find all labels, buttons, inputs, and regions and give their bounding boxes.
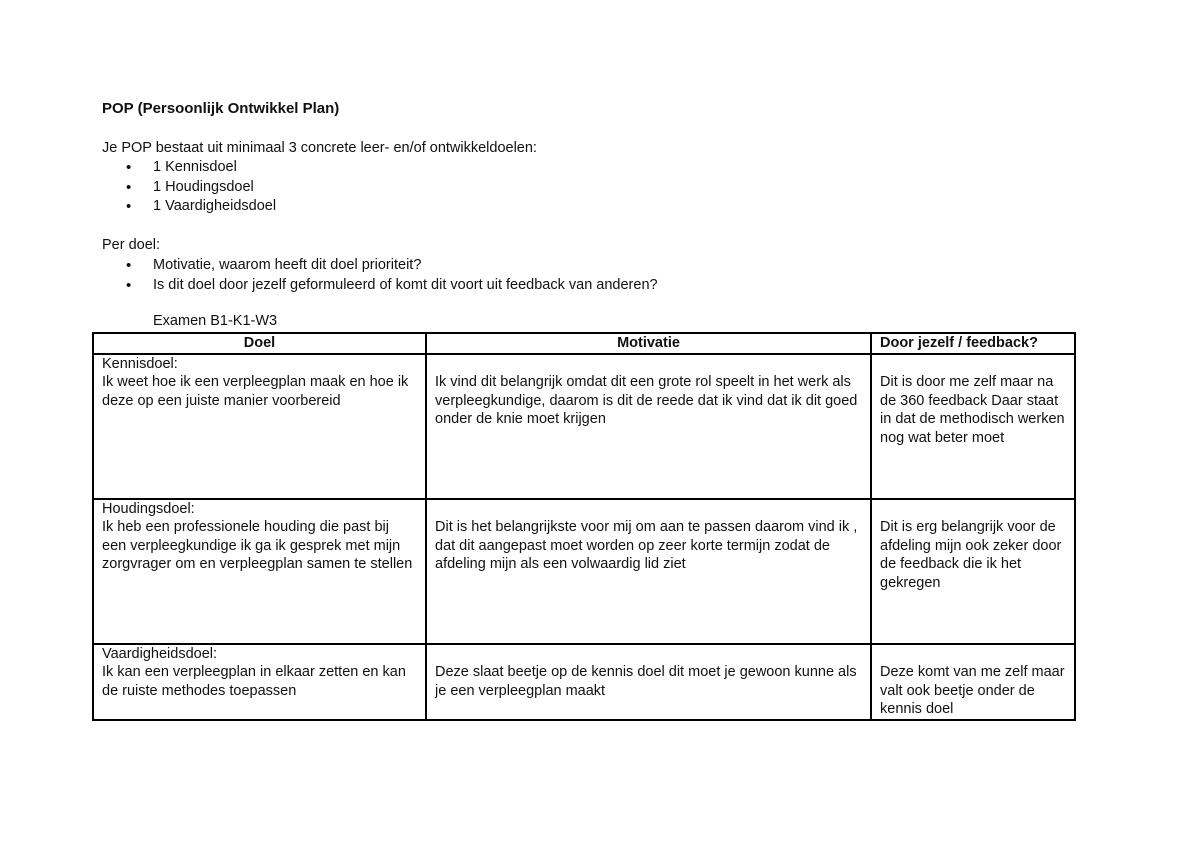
motivatie-text: Deze slaat beetje op de kennis doel dit moet je gewoon kunne als je een verpleegplan maakt xyxy=(435,664,857,699)
motivatie-text: Ik vind dit belangrijk omdat dit een grote rol speelt in het werk als verpleegkundige, daarom is dit de reede dat ik vind dat ik dit goed onder de knie moet krijgen xyxy=(435,374,858,427)
feedback-text: Deze komt van me zelf maar valt ook beetje onder de kennis doel xyxy=(880,664,1065,717)
header-feedback: Door jezelf / feedback? xyxy=(871,333,1075,354)
list-item: • 1 Houdingsdoel xyxy=(102,178,276,198)
list-item: • 1 Vaardigheidsdoel xyxy=(102,197,276,217)
goal-type: Vaardigheidsdoel: xyxy=(102,645,218,662)
motivatie-cell xyxy=(426,354,871,499)
motivatie-cell xyxy=(426,644,871,720)
header-motivatie: Motivatie xyxy=(426,333,871,354)
goal-text: Ik weet hoe ik een verpleegplan maak en hoe ik deze op een juiste manier voorbereid xyxy=(102,374,409,409)
goal-text: Ik heb een professionele houding die past bij een verpleegkundige ik ga ik gesprek met mijn zorgvrager om en verpleegplan samen te stellen xyxy=(102,519,413,572)
table-header-row xyxy=(93,333,1075,354)
goal-text: Ik kan een verpleegplan in elkaar zetten en kan de ruiste methodes toepassen xyxy=(102,664,406,699)
goals-list xyxy=(102,158,276,217)
doel-cell xyxy=(93,499,426,644)
table-row xyxy=(93,644,1075,720)
feedback-cell xyxy=(871,644,1075,720)
per-doel-label: Per doel: xyxy=(102,237,161,253)
list-item: • 1 Kennisdoel xyxy=(102,158,276,178)
pop-table xyxy=(92,332,1076,721)
list-item: • Motivatie, waarom heeft dit doel prioriteit? xyxy=(102,256,658,276)
doel-cell xyxy=(93,354,426,499)
header-doel: Doel xyxy=(93,333,426,354)
motivatie-text: Dit is het belangrijkste voor mij om aan te passen daarom vind ik , dat dit aangepast moet worden op zeer korte termijn zodat de afdeling mijn als een volwaardig lid ziet xyxy=(435,519,858,572)
list-item: • Is dit doel door jezelf geformuleerd of komt dit voort uit feedback van anderen? xyxy=(102,276,658,296)
goal-type: Houdingsdoel: xyxy=(102,500,195,517)
doel-cell xyxy=(93,644,426,720)
feedback-text: Dit is door me zelf maar na de 360 feedback Daar staat in dat de methodisch werken nog wat beter moet xyxy=(880,374,1065,446)
exam-label: Examen B1-K1-W3 xyxy=(153,313,278,329)
intro-text: Je POP bestaat uit minimaal 3 concrete leer- en/of ontwikkeldoelen: xyxy=(102,140,537,156)
per-doel-list xyxy=(102,256,658,295)
table-row xyxy=(93,354,1075,499)
motivatie-cell xyxy=(426,499,871,644)
feedback-cell xyxy=(871,499,1075,644)
goal-type: Kennisdoel: xyxy=(102,355,178,372)
table-row xyxy=(93,499,1075,644)
document-title: POP (Persoonlijk Ontwikkel Plan) xyxy=(102,100,340,117)
feedback-cell xyxy=(871,354,1075,499)
feedback-text: Dit is erg belangrijk voor de afdeling mijn ook zeker door de feedback die ik het gekregen xyxy=(880,519,1062,591)
